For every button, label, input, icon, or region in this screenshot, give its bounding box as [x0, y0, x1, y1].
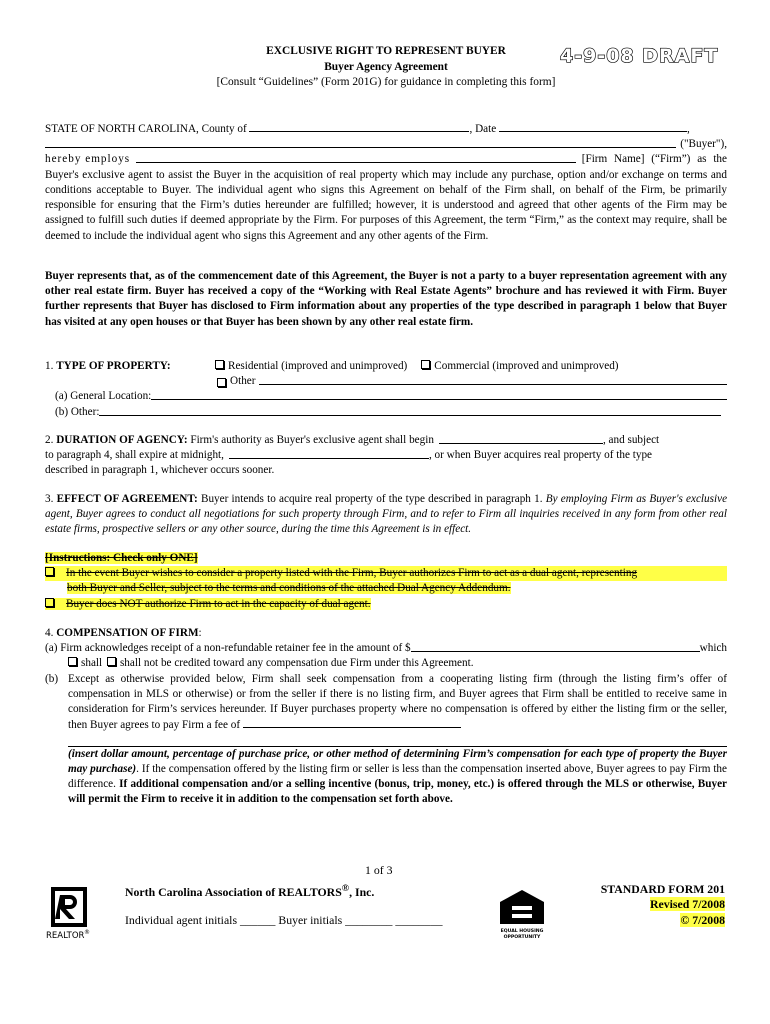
- retainer-line: [45, 641, 727, 656]
- residential-option[interactable]: [215, 359, 407, 374]
- guidelines-note: [Consult “Guidelines” (Form 201G) for guidance in completing this form]: [216, 76, 556, 88]
- state-line: STATE OF NORTH CAROLINA, County of , Date ,: [45, 123, 690, 135]
- intro-block: [45, 121, 727, 244]
- buyer-line: [45, 137, 727, 152]
- general-location-label: (a) General Location:: [55, 390, 152, 403]
- revised-label: Revised 7/2008: [649, 897, 725, 912]
- firm-label: [Firm Name] (“Firm”) as the: [581, 153, 727, 166]
- realtor-r-icon: [46, 885, 92, 941]
- residential-checkbox[interactable]: [215, 360, 224, 369]
- compensation-b-text-2: [68, 747, 727, 808]
- start-date-field[interactable]: [439, 433, 603, 444]
- dual-agency-option-1-text: In the event Buyer wishes to consider a property listed with the Firm, Buyer authorizes Firm to act as a dual agent, representing: [66, 567, 638, 580]
- section1-heading: [45, 359, 215, 374]
- commercial-checkbox[interactable]: [421, 360, 430, 369]
- commercial-label: Commercial (improved and unimproved): [434, 360, 619, 372]
- section-duration: [45, 433, 727, 479]
- page-number: 1 of 3: [365, 863, 393, 877]
- shall-not-label: shall not be credited toward any compensation due Firm under this Agreement.: [119, 657, 474, 670]
- other-label: Other: [230, 375, 256, 388]
- no-dual-agency-checkbox[interactable]: [45, 598, 54, 607]
- document-title: EXCLUSIVE RIGHT TO REPRESENT BUYER: [266, 45, 506, 57]
- credit-line: [45, 656, 727, 671]
- expiration-date-field[interactable]: [229, 448, 429, 459]
- date-field[interactable]: [499, 121, 687, 132]
- equal-housing-icon: [497, 888, 547, 940]
- realtor-reg: ®: [84, 929, 90, 936]
- duration-text-3: to paragraph 4, shall expire at midnight,: [45, 449, 224, 462]
- duration-line-2: [45, 448, 727, 463]
- other-description-field[interactable]: [99, 405, 721, 416]
- retainer-amount-field[interactable]: [411, 641, 700, 652]
- eho-line-1: EQUAL HOUSING: [500, 929, 544, 934]
- section4-number: 4.: [45, 627, 54, 639]
- county-field[interactable]: [249, 121, 469, 132]
- shall-checkbox[interactable]: [68, 657, 77, 666]
- commercial-option[interactable]: [421, 359, 618, 374]
- duration-text-1: Firm's authority as Buyer's exclusive agent shall begin: [190, 434, 434, 446]
- section1-title: TYPE OF PROPERTY:: [56, 360, 171, 372]
- other-type-field[interactable]: [259, 374, 727, 385]
- association-text: North Carolina Association of REALTORS: [125, 884, 342, 899]
- draft-stamp: 4-9-08 DRAFT: [560, 45, 719, 67]
- buyer-representation: Buyer represents that, as of the commencement date of this Agreement, the Buyer is not a party to a buyer representation agreement with any other real estate firm. Buyer has received a copy of the “Working with Real Estate Agents” brochure and has reviewed it with Firm. Buyer further represents that Buyer has disclosed to Firm information about any properties of the type described in paragraph 1 below that Buyer has visited at any open houses or that Buyer has been shown by any other real estate firm.: [45, 270, 727, 328]
- other-row: [45, 405, 727, 420]
- retainer-text: (a) Firm acknowledges receipt of a non-refundable retainer fee in the amount of $: [45, 642, 411, 655]
- dual-agency-checkbox[interactable]: [45, 567, 54, 576]
- additional-compensation-text: If additional compensation and/or a selling incentive (bonus, trip, money, etc.) is offered through the MLS or otherwise, Buyer will permit the Firm to receive it in addition to the compensation set forth above.: [68, 778, 728, 806]
- instructions-heading: [Instructions: Check only ONE]: [45, 552, 198, 564]
- section4-title: COMPENSATION OF FIRM: [56, 627, 199, 639]
- section4-colon: :: [198, 627, 202, 639]
- dual-agency-option-1[interactable]: [45, 566, 727, 581]
- other-option-row: [45, 374, 727, 389]
- residential-label: Residential (improved and unimproved): [228, 360, 408, 372]
- compensation-b-body: Except as otherwise provided below, Firm shall seek compensation from a cooperating listing firm (through the listing firm’s offer of compensation in MLS or otherwise) or from the seller if there is no listing firm, and Buyer agrees that Firm shall be entitled to receive same in consideration for Firm’s services hereunder. If Buyer purchases property where no compensation is offered by either the listing firm or the seller, then Buyer agrees to pay Firm a fee of: [68, 672, 727, 732]
- other-checkbox[interactable]: [217, 378, 226, 387]
- effect-italic-text: By employing Firm as Buyer's exclusive agent, Buyer agrees to conduct all negotiations for such property through Firm, and to refer to Firm all inquiries received in any form from other real estate firms, prospective sellers or any other source, during the time this Agreement is in effect.: [45, 493, 728, 536]
- realtor-text: REALTOR: [46, 931, 85, 941]
- equal-housing-logo: [497, 888, 547, 945]
- fee-field-line-2[interactable]: [68, 734, 727, 747]
- section4-heading: [45, 626, 727, 641]
- general-location-field[interactable]: [151, 389, 727, 400]
- section-effect: [45, 492, 727, 538]
- other-row-label: (b) Other:: [55, 405, 100, 418]
- document-subtitle: Buyer Agency Agreement: [324, 60, 448, 73]
- association-reg: ®: [341, 883, 350, 894]
- duration-text-5: described in paragraph 1, whichever occurs sooner.: [45, 464, 275, 477]
- firm-line: [45, 152, 727, 167]
- date-label: , Date: [469, 123, 497, 135]
- state-label: STATE OF NORTH CAROLINA, County of: [45, 123, 247, 135]
- form-info: [601, 882, 725, 928]
- section3-title: EFFECT OF AGREEMENT:: [56, 493, 198, 505]
- eho-line-2: OPPORTUNITY: [503, 935, 541, 940]
- copyright-label: © 7/2008: [680, 912, 725, 927]
- dual-agency-option-2-text: Buyer does NOT authorize Firm to act in the capacity of dual agent.: [66, 597, 371, 610]
- dual-agency-instructions: [45, 551, 727, 612]
- firm-name-field[interactable]: [136, 152, 576, 163]
- section-type-of-property: [45, 359, 727, 420]
- compensation-difference-text: . If the compensation offered by the listing firm or seller is less than the compensation inserted above, Buyer agrees to pay Firm the difference.: [68, 762, 727, 791]
- association-suffix: , Inc.: [349, 884, 375, 899]
- shall-not-checkbox[interactable]: [107, 657, 116, 666]
- document-header: [45, 44, 727, 91]
- fee-field[interactable]: [243, 717, 461, 728]
- section-compensation: [45, 626, 727, 808]
- duration-text-2: , and subject: [602, 434, 660, 446]
- section1-number: 1.: [45, 360, 54, 372]
- duration-line-1: [45, 433, 727, 448]
- realtor-logo: [46, 885, 92, 946]
- effect-text: Buyer intends to acquire real property of the type described in paragraph 1.: [200, 493, 543, 505]
- shall-label: shall: [81, 657, 103, 670]
- compensation-b-text: [68, 672, 727, 734]
- association-name: [125, 882, 374, 900]
- section2-number: 2.: [45, 434, 54, 446]
- compensation-b-label: (b): [45, 672, 59, 685]
- section2-title: DURATION OF AGENCY:: [56, 434, 188, 446]
- duration-text-4: , or when Buyer acquires real property of the type: [428, 449, 652, 462]
- initials-line: Individual agent initials ______ Buyer initials ________ ________: [125, 913, 443, 927]
- hereby-label: hereby employs: [45, 153, 131, 166]
- compensation-b: [45, 672, 727, 808]
- compensation-instructions: (insert dollar amount, percentage of purchase price, or other method of determining Firm’s compensation for each type of property the Buyer may purchase): [68, 747, 727, 775]
- buyer-name-field[interactable]: [45, 137, 676, 148]
- standard-form-label: STANDARD FORM 201: [600, 882, 725, 896]
- property-options-row: [45, 359, 727, 374]
- general-location-row: [45, 389, 727, 404]
- dual-agency-option-2[interactable]: [45, 597, 727, 612]
- buyer-label: ("Buyer"),: [680, 138, 727, 151]
- retainer-which: which: [699, 642, 727, 655]
- section3-number: 3.: [45, 493, 54, 505]
- dual-agency-option-1-text-2: both Buyer and Seller, subject to the terms and conditions of the attached Dual Agency Addendum.: [67, 582, 511, 595]
- intro-body: Buyer's exclusive agent to assist the Buyer in the acquisition of real property which may include any purchase, option and/or exchange on terms and conditions acceptable to Buyer. The individual agent who signs this Agreement on behalf of the Firm shall, on behalf of the Firm, be primarily responsible for ensuring that the Firm’s duties hereunder are fulfilled; however, it is understood and agreed that other agents of the Firm may be assigned to fulfill such duties if deemed appropriate by the Firm. For purposes of this Agreement, the term “Firm,” as the context may require, shall be deemed to include the individual agent who signs this Agreement and any other agents of the Firm.: [45, 168, 727, 242]
